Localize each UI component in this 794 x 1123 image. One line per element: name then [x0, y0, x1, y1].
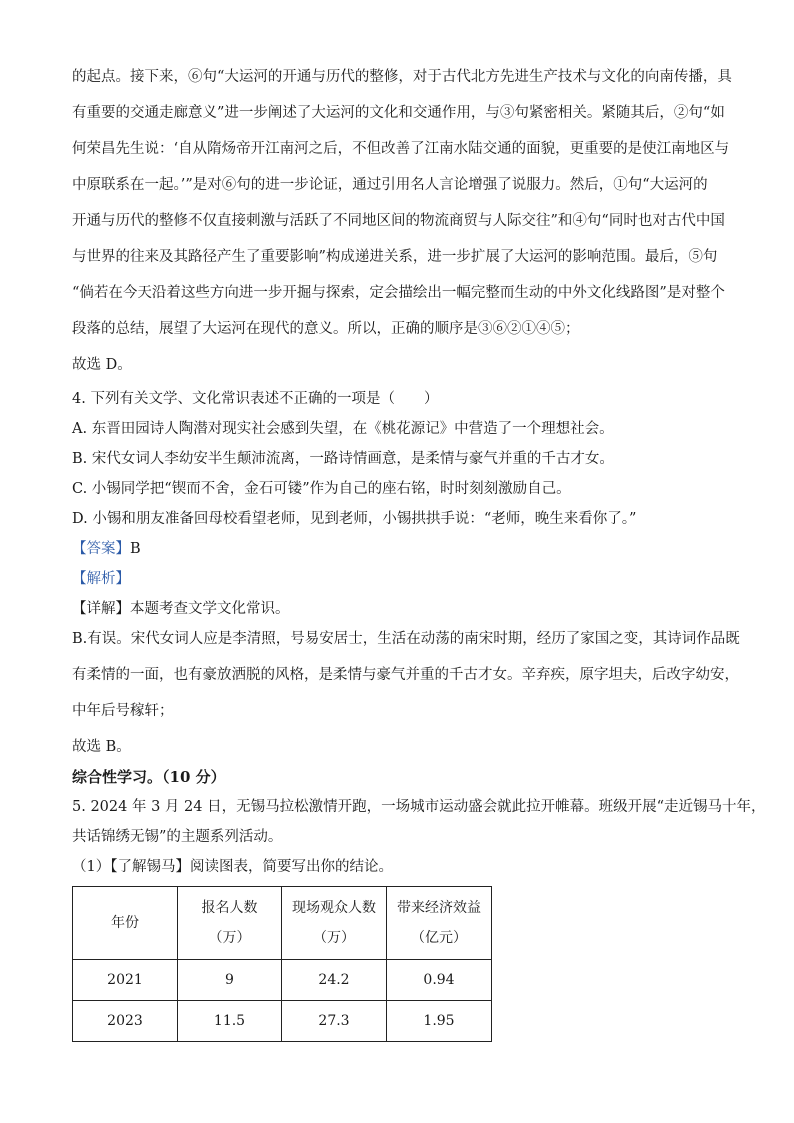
table-cell: 9 [178, 960, 282, 1001]
option-c: C. 小锡同学把“锲而不舍，金石可镂”作为自己的座右铭，时时刻刻激励自己。 [72, 481, 571, 497]
question-5-line: 5. 2024 年 3 月 24 日，无锡马拉松激情开跑，一场城市运动盛会就此拉开帷幕。班级开展“走近锡马十年， [72, 799, 766, 815]
table-header-cell: 报名人数 （万） [178, 887, 282, 960]
table-header-cell: 年份 [73, 887, 178, 960]
table-cell: 2021 [73, 960, 178, 1001]
option-d: D. 小锡和朋友准备回母校看望老师，见到老师，小锡拱拱手说：“老师，晚生来看你了。” [72, 511, 637, 527]
text-line: 有重要的交通走廊意义”进一步阐述了大运河的文化和交通作用，与③句紧密相关。紧随其后，②句“如 [72, 105, 725, 121]
text-line: 的起点。接下来，⑥句“大运河的开通与历代的整修，对于古代北方先进生产技术与文化的向南传播，具 [72, 69, 732, 85]
detail-line: 【详解】本题考查文学文化常识。 [72, 601, 290, 617]
table-cell: 2023 [73, 1001, 178, 1042]
sub-question-1: （1）【了解锡马】阅读图表，简要写出你的结论。 [72, 859, 393, 875]
answer-tag: 【答案】 [72, 541, 130, 557]
question-4 [72, 384, 740, 762]
section-title: 综合性学习。（10 分） [72, 768, 226, 786]
text-line: 何荣昌先生说：‘自从隋炀帝开江南河之后，不但改善了江南水陆交通的面貌，更重要的是使江南地区与 [72, 141, 730, 157]
text-line: “倘若在今天沿着这些方向进一步开掘与探索，定会描绘出一幅完整而生动的中外文化线路图”是对整个 [72, 285, 725, 301]
analysis-q3 [72, 62, 732, 380]
table-header-cell: 带来经济效益 （亿元） [387, 887, 492, 960]
answer-line [72, 534, 722, 564]
table-cell: 27.3 [282, 1001, 387, 1042]
conclusion-line: 故选 D。 [72, 357, 132, 373]
option-b: B. 宋代女词人李幼安半生颠沛流离，一路诗情画意，是柔情与豪气并重的千古才女。 [72, 451, 614, 467]
table-cell: 0.94 [387, 960, 492, 1001]
option-a: A. 东晋田园诗人陶潜对现实社会感到失望，在《桃花源记》中营造了一个理想社会。 [72, 421, 614, 437]
answer-value: B [130, 541, 141, 557]
explanation-line: B.有误。宋代女词人应是李清照，号易安居士，生活在动荡的南宋时期，经历了家国之变，其诗词作品既 [72, 631, 740, 647]
text-line: 开通与历代的整修不仅直接刺激与活跃了不同地区间的物流商贸与人际交往”和④句“同时也对古代中国 [72, 213, 725, 229]
text-line: 中原联系在一起。’”是对⑥句的进一步论证，通过引用名人言论增强了说服力。然后，①句“大运河的 [72, 177, 708, 193]
text-line: 与世界的往来及其路径产生了重要影响”构成递进关系，进一步扩展了大运河的影响范围。最后，⑤句 [72, 249, 718, 265]
table-cell: 11.5 [178, 1001, 282, 1042]
table-header-row [73, 887, 492, 960]
table-row [73, 960, 492, 1001]
table-cell: 1.95 [387, 1001, 492, 1042]
table-row [73, 1001, 492, 1042]
table-header-cell: 现场观众人数 （万） [282, 887, 387, 960]
conclusion-line: 故选 B。 [72, 739, 131, 755]
question-5-line: 共话锦绣无锡”的主题系列活动。 [72, 829, 283, 845]
explanation-line: 中年后号稼轩； [72, 703, 174, 719]
explanation-line: 有柔情的一面，也有豪放洒脱的风格，是柔情与豪气并重的千古才女。辛弃疾，原字坦夫，后改字幼安， [72, 667, 739, 683]
analysis-tag: 【解析】 [72, 571, 130, 587]
text-line: 段落的总结，展望了大运河在现代的意义。所以，正确的顺序是③⑥②①④⑤； [72, 321, 580, 337]
section-integrated-learning [72, 762, 766, 1042]
data-table [72, 886, 492, 1042]
document-page [72, 62, 766, 1042]
question-stem: 4. 下列有关文学、文化常识表述不正确的一项是（ ） [72, 391, 439, 407]
table-cell: 24.2 [282, 960, 387, 1001]
